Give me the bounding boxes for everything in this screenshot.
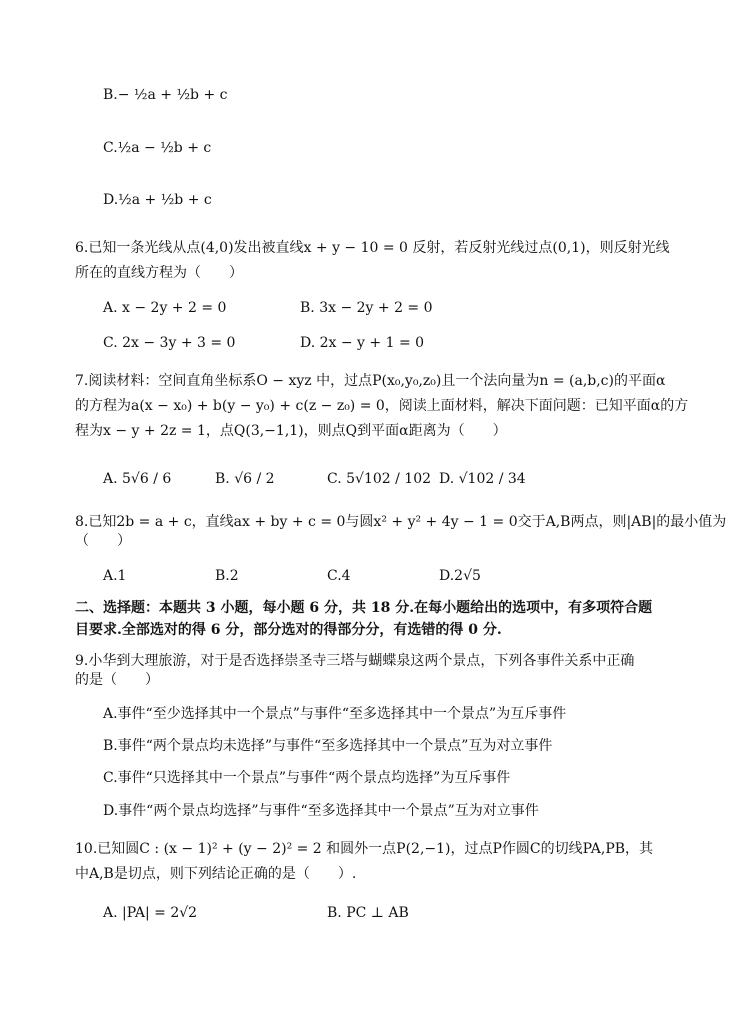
q6-option-d: D. 2x − y + 1 = 0 [300,335,425,351]
q8-line1: 8.已知2b = a + c，直线ax + by + c = 0与圆x² + y² + 4y − 1 = 0交于A,B两点，则|AB|的最小值为 [75,514,727,530]
q6-option-c: C. 2x − 3y + 3 = 0 [103,335,236,351]
q9-option-d: D.事件“两个景点均选择”与事件“至多选择其中一个景点”互为对立事件 [103,803,539,819]
q7-line3: 程为x − y + 2z = 1，点Q(3,−1,1)，则点Q到平面α距离为（ ） [75,423,507,439]
q6-line2: 所在的直线方程为（ ） [75,265,243,281]
q6-option-b: B. 3x − 2y + 2 = 0 [300,300,433,316]
q7-line2: 的方程为a(x − x₀) + b(y − y₀) + c(z − z₀) = 0，阅读上面材料，解决下面问题：已知平面α的方 [75,398,689,414]
q8-option-a: A.1 [103,568,127,584]
q9-line1: 9.小华到大理旅游，对于是否选择崇圣寺三塔与蝴蝶泉这两个景点，下列各事件关系中正确 [75,653,635,669]
q7-option-c: C. 5√102 / 102 [327,471,432,487]
q8-option-d: D.2√5 [439,568,481,584]
q8-line2: （ ） [75,533,131,549]
q10-option-a: A. |PA| = 2√2 [103,905,198,921]
q10-line2: 中A,B是切点，则下列结论正确的是（ ）. [75,866,357,882]
q10-line1: 10.已知圆C : (x − 1)² + (y − 2)² = 2 和圆外一点P(2,−1)，过点P作圆C的切线PA,PB，其 [75,841,654,857]
q7-option-d: D. √102 / 34 [439,471,526,487]
q7-option-a: A. 5√6 / 6 [103,471,172,487]
section2-line2: 目要求.全部选对的得 6 分，部分选对的得部分分，有选错的得 0 分. [75,622,502,638]
option-b-prev: B.− ½a + ½b + c [103,87,228,103]
q8-option-b: B.2 [215,568,239,584]
q7-option-b: B. √6 / 2 [215,471,275,487]
q10-option-b: B. PC ⊥ AB [327,905,409,921]
q9-option-b: B.事件“两个景点均未选择”与事件“至多选择其中一个景点”互为对立事件 [103,738,553,754]
q7-line1: 7.阅读材料：空间直角坐标系O − xyz 中，过点P(x₀,y₀,z₀)且一个法向量为n = (a,b,c)的平面α [75,373,666,389]
q9-option-c: C.事件“只选择其中一个景点”与事件“两个景点均选择”为互斥事件 [103,770,511,786]
q9-option-a: A.事件“至少选择其中一个景点”与事件“至多选择其中一个景点”为互斥事件 [103,706,567,722]
option-d-prev: D.½a + ½b + c [103,192,212,208]
option-c-prev: C.½a − ½b + c [103,140,212,156]
q6-line1: 6.已知一条光线从点(4,0)发出被直线x + y − 10 = 0 反射，若反射光线过点(0,1)，则反射光线 [75,240,670,256]
section2-line1: 二、选择题：本题共 3 小题，每小题 6 分，共 18 分.在每小题给出的选项中，有多项符合题 [75,600,653,616]
q6-option-a: A. x − 2y + 2 = 0 [103,300,227,316]
q9-line2: 的是（ ） [75,672,159,688]
q8-option-c: C.4 [327,568,351,584]
